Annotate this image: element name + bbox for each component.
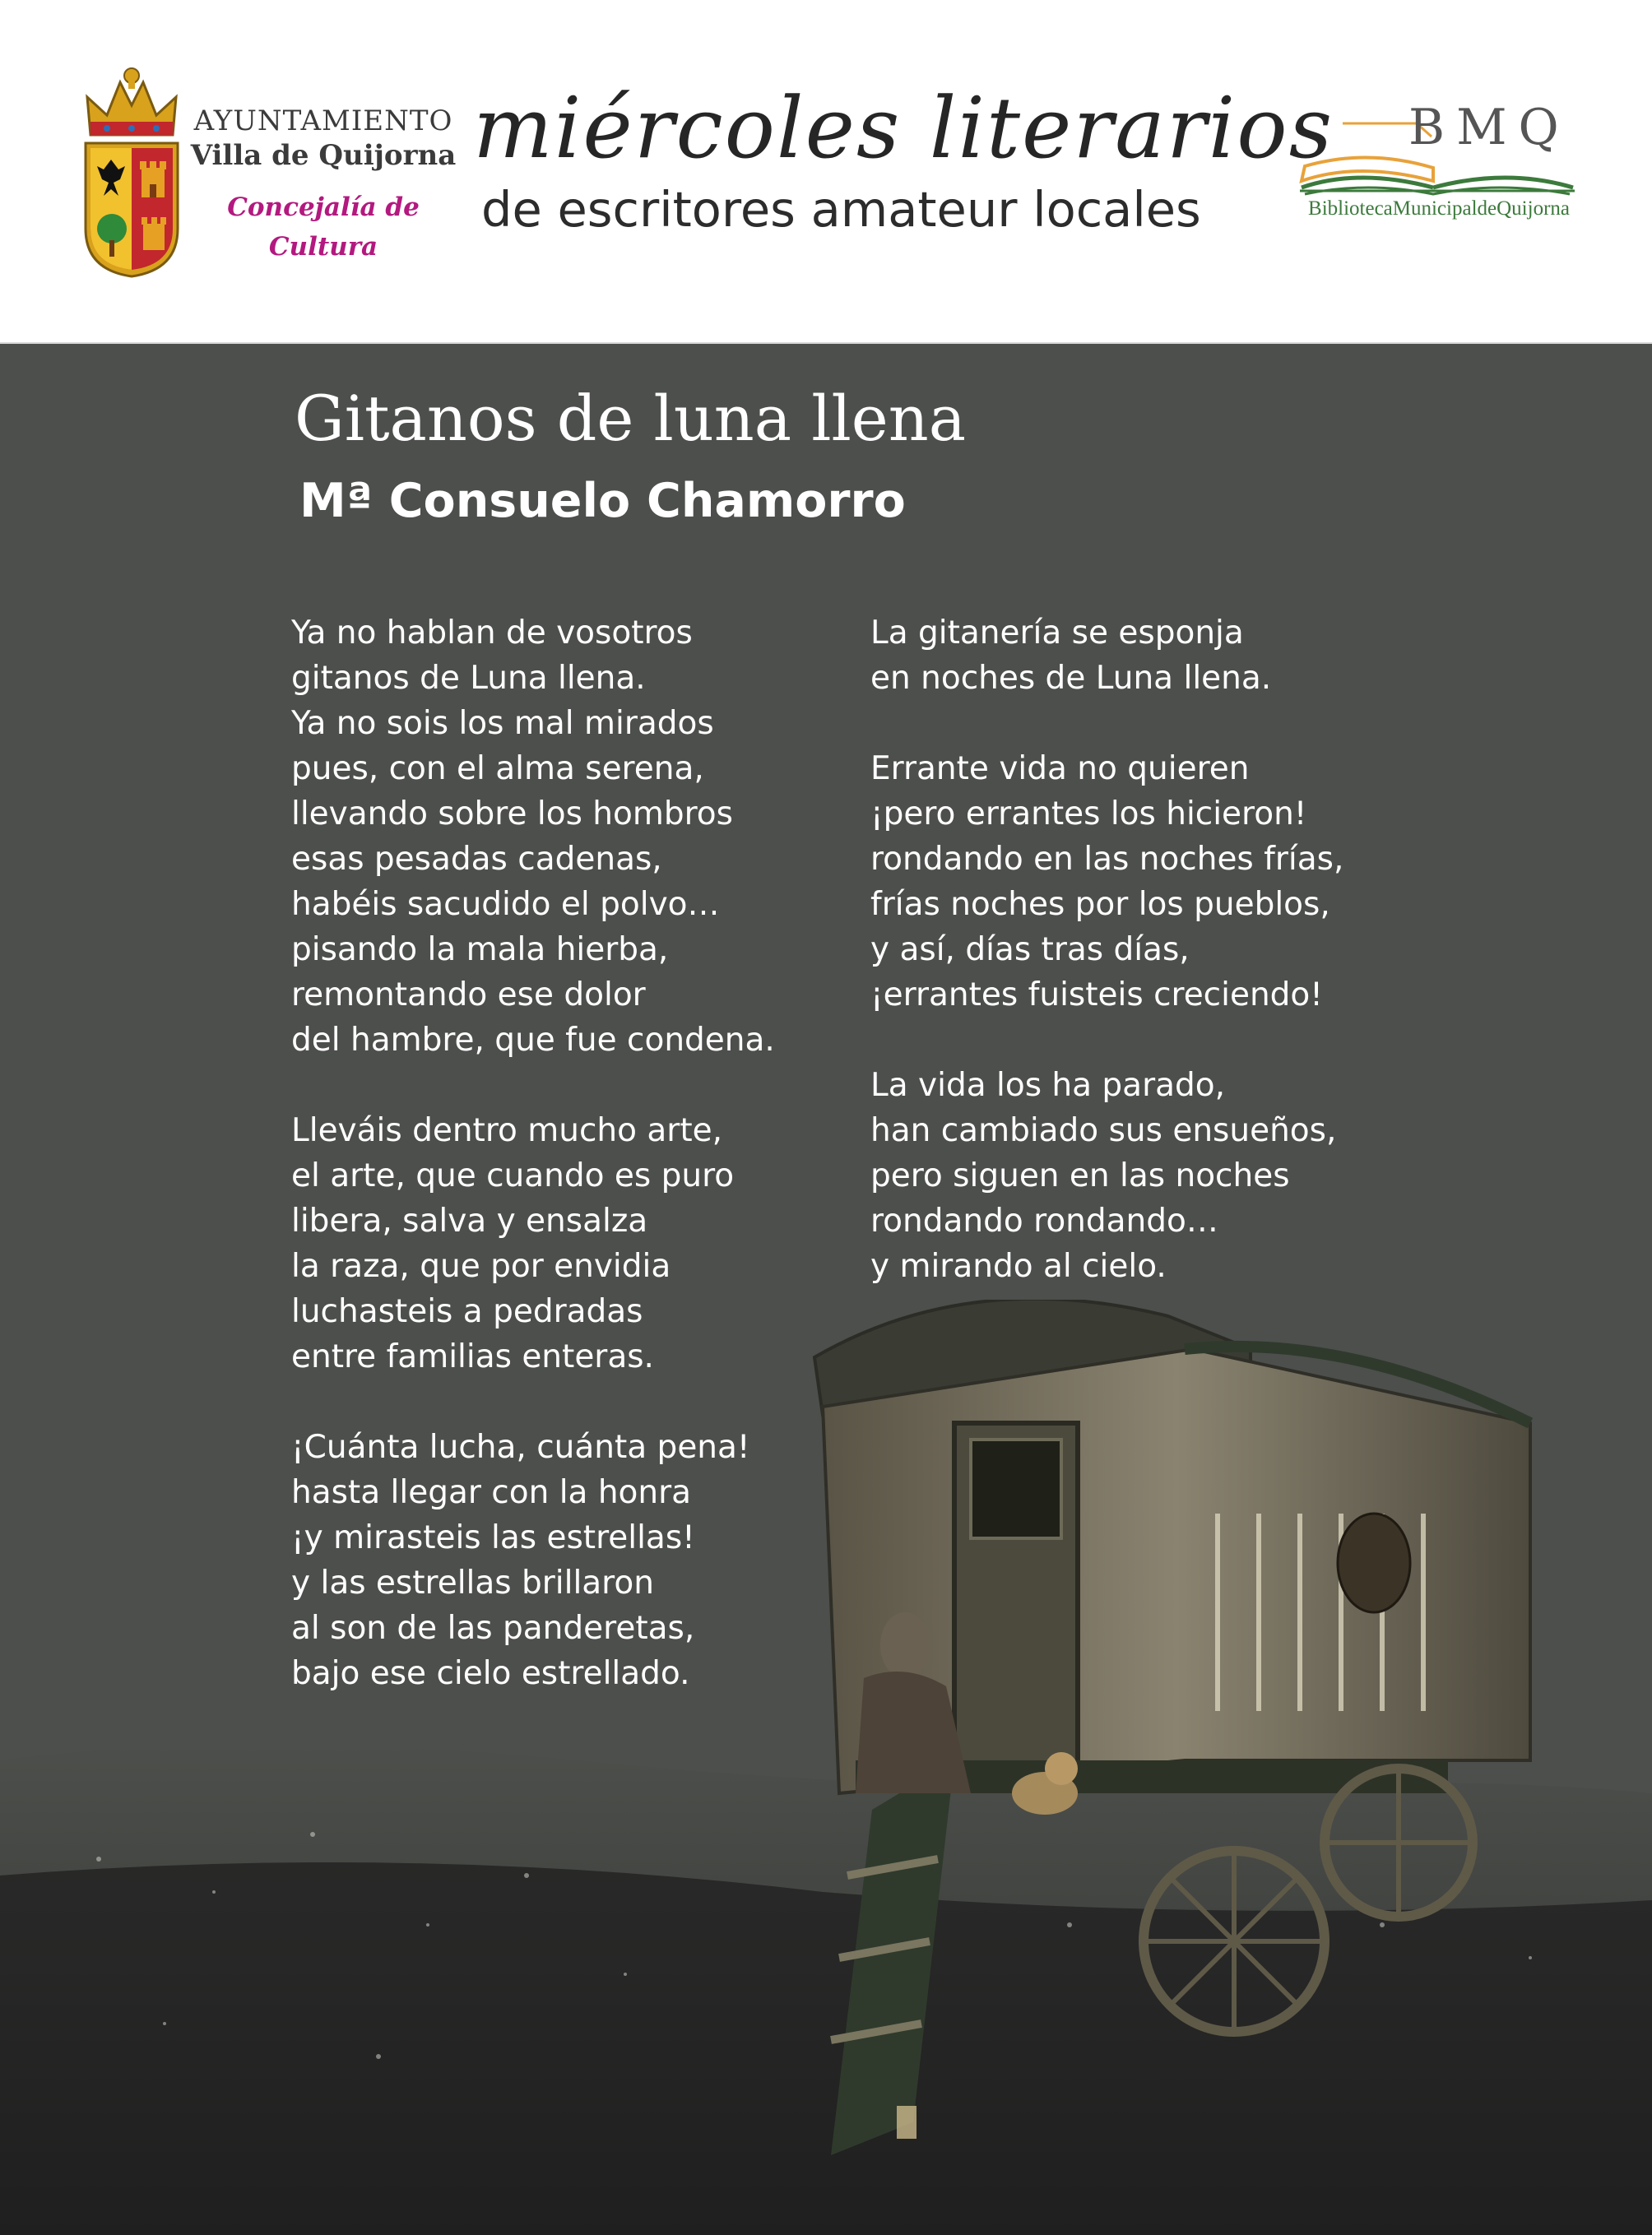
- poem-line: han cambiado sus ensueños,: [870, 1112, 1337, 1149]
- poem-line: el arte, que cuando es puro: [291, 1157, 735, 1194]
- bmq-caption: BibliotecaMunicipaldeQuijorna: [1308, 197, 1570, 220]
- gypsy-wagon-illustration: [0, 1300, 1652, 2235]
- poem-line: habéis sacudido el polvo…: [291, 886, 720, 923]
- poem-line: del hambre, que fue condena.: [291, 1022, 775, 1059]
- poem-right-column: [870, 610, 1343, 1334]
- poem-line: ¡pero errantes los hicieron!: [870, 795, 1307, 832]
- poem-line: libera, salva y ensalza: [291, 1203, 648, 1240]
- ayuntamiento-block: [188, 104, 459, 267]
- brand-title: miércoles literarios: [473, 80, 1334, 178]
- poem-line: Errante vida no quieren: [870, 750, 1250, 787]
- poem-line: rondando en las noches frías,: [870, 841, 1344, 878]
- poem-line: llevando sobre los hombros: [291, 795, 733, 832]
- poem-line: ¡errantes fuisteis creciendo!: [870, 976, 1323, 1013]
- municipality-name: Villa de Quijorna: [190, 139, 457, 172]
- poem-line: esas pesadas cadenas,: [291, 841, 662, 878]
- poem-line: La vida los ha parado,: [870, 1067, 1226, 1104]
- bmq-letters: BMQ: [1408, 99, 1571, 156]
- ayuntamiento-label: AYUNTAMIENTO: [193, 104, 453, 137]
- poem-line: La gitanería se esponja: [870, 614, 1244, 651]
- brand-subtitle: de escritores amateur locales: [481, 181, 1201, 238]
- poem-author: Mª Consuelo Chamorro: [299, 474, 906, 528]
- coat-of-arms-icon: [79, 64, 184, 280]
- poem-line: luchasteis a pedradas: [291, 1293, 643, 1330]
- poem-line: Ya no hablan de vosotros: [291, 614, 693, 651]
- poem-line: bajo ese cielo estrellado.: [291, 1655, 690, 1692]
- poem-line: y así, días tras días,: [870, 931, 1190, 968]
- poem-line: rondando rondando…: [870, 1203, 1218, 1240]
- poem-line: y mirando al cielo.: [870, 1248, 1167, 1285]
- poem-stanza: [291, 610, 775, 1063]
- poem-stanza: [870, 746, 1343, 1018]
- poem-line: ¡y mirasteis las estrellas!: [291, 1519, 695, 1556]
- poem-title: Gitanos de luna llena: [295, 382, 967, 455]
- poem-line: ¡Cuánta lucha, cuánta pena!: [291, 1429, 750, 1466]
- poem-line: pisando la mala hierba,: [291, 931, 669, 968]
- poem-line: al son de las panderetas,: [291, 1610, 695, 1647]
- poem-line: pero siguen en las noches: [870, 1157, 1290, 1194]
- poem-line: remontando ese dolor: [291, 976, 646, 1013]
- poem-stanza: [870, 610, 1343, 701]
- poem-line: pues, con el alma serena,: [291, 750, 704, 787]
- poem-line: y las estrellas brillaron: [291, 1565, 654, 1602]
- poem-line: hasta llegar con la honra: [291, 1474, 692, 1511]
- poem-line: la raza, que por envidia: [291, 1248, 671, 1285]
- poem-line: Lleváis dentro mucho arte,: [291, 1112, 723, 1149]
- poem-line: gitanos de Luna llena.: [291, 660, 646, 697]
- concejalia-label: Concejalía de Cultura: [227, 192, 420, 262]
- poem-line: Ya no sois los mal mirados: [291, 705, 714, 742]
- poem-line: entre familias enteras.: [291, 1338, 654, 1375]
- poem-line: en noches de Luna llena.: [870, 660, 1272, 697]
- poem-stanza: [870, 1063, 1343, 1289]
- header-banner: [0, 0, 1652, 344]
- poem-line: frías noches por los pueblos,: [870, 886, 1330, 923]
